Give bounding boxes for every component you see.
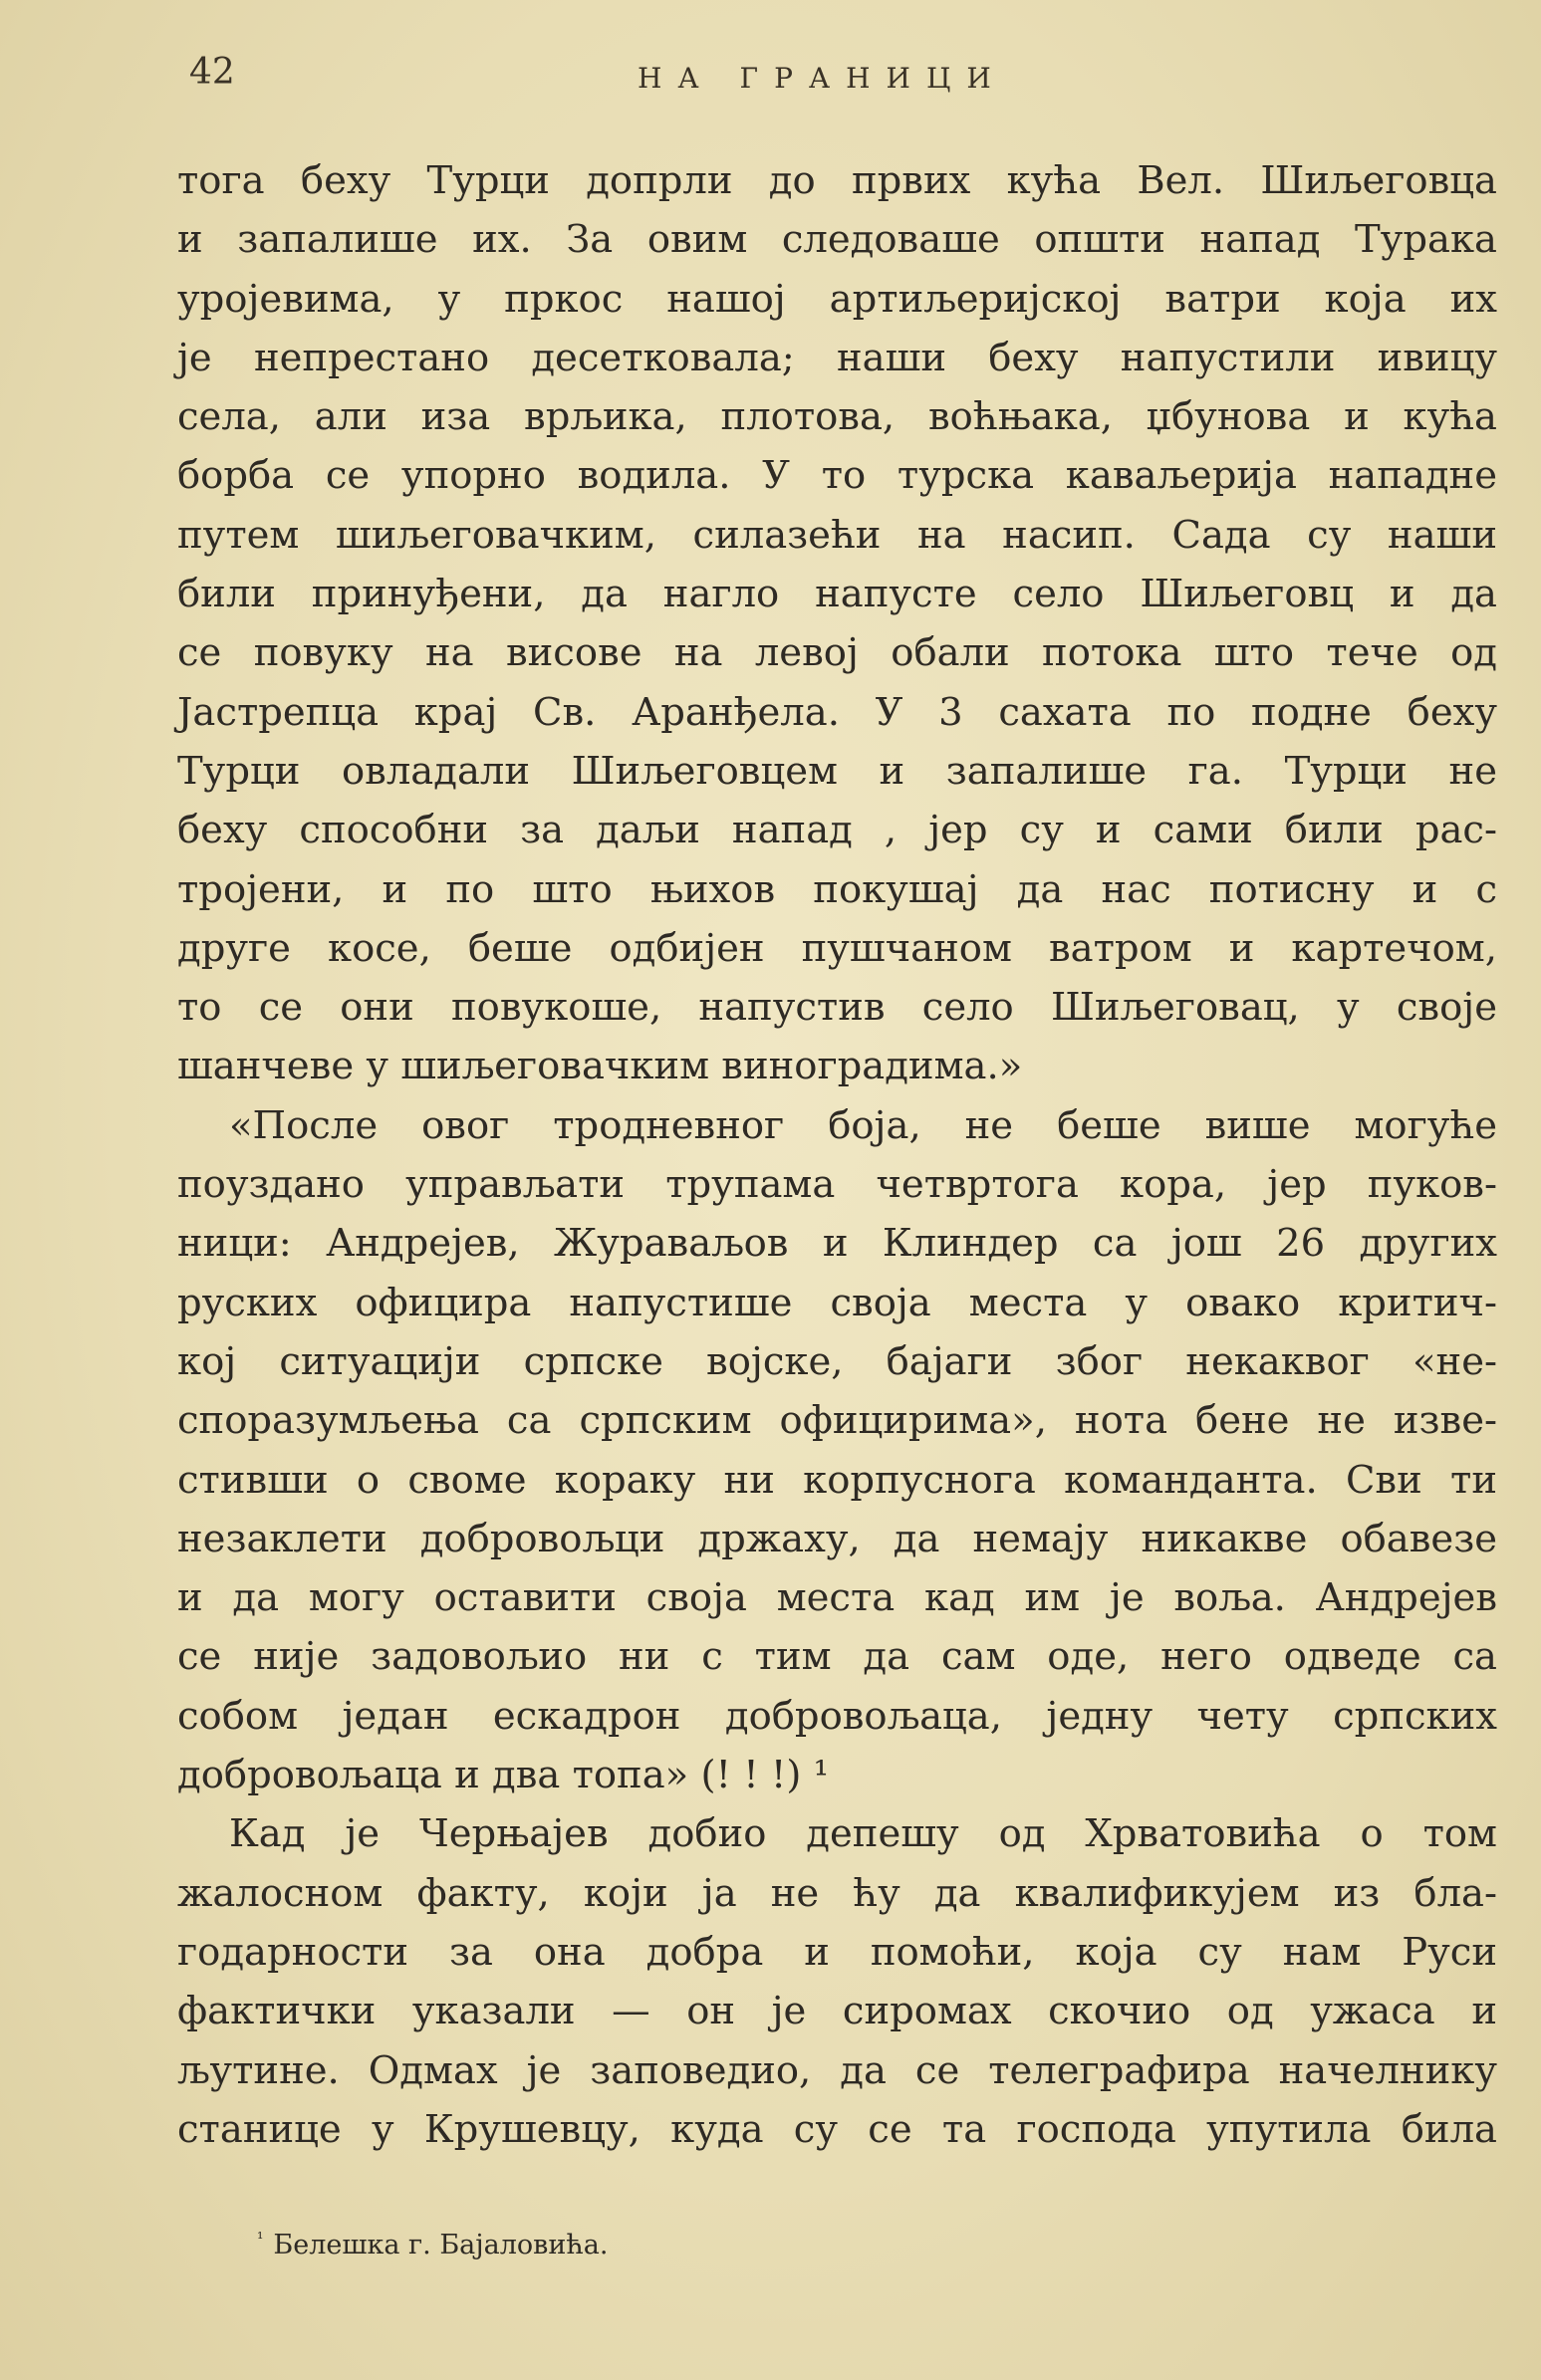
text-line: споразумљења са српским официрима», нота бене не изве-: [177, 1398, 1497, 1444]
text-line: и запалише их. За овим следоваше општи напад Турака: [177, 217, 1497, 263]
text-line: били принуђени, да нагло напусте село Шиљеговц и да: [177, 572, 1497, 617]
text-line: беху способни за даљи напад , јер су и сами били рас-: [177, 808, 1497, 853]
text-line: годарности за она добра и помоћи, која су нам Руси: [177, 1929, 1497, 1975]
text-line: Јастрепца крај Св. Аранђела. У 3 сахата по подне беху: [177, 689, 1497, 735]
text-line: тројени, и по што њихов покушај да нас потисну и с: [177, 866, 1497, 912]
text-line: руских официра напустише своја места у овако критич-: [177, 1280, 1497, 1325]
text-line: «После овог тродневног боја, не беше више могуће: [229, 1102, 1497, 1148]
text-line: Кад је Черњајев добио депешу од Хрватовића о том: [229, 1811, 1497, 1857]
text-line: поуздано управљати трупама четвртога кора, јер пуков-: [177, 1162, 1497, 1208]
footnote-text: Белешка г. Бајаловића.: [273, 2230, 609, 2261]
text-line: путем шиљеговачким, силазећи на насип. Сада су наши: [177, 512, 1497, 558]
text-line: фактички указали — он је сиромах скочио од ужаса и: [177, 1989, 1497, 2034]
text-line: и да могу оставити своја места кад им је воља. Андрејев: [177, 1575, 1497, 1621]
running-title: НА ГРАНИЦИ: [638, 62, 1007, 95]
text-line: жалосном факту, који ја не ћу да квалификујем из бла-: [177, 1870, 1497, 1916]
text-line: тога беху Турци допрли до првих кућа Вел. Шиљеговца: [177, 158, 1497, 203]
text-line: кој ситуацији српске војске, бајаги због некаквог «не-: [177, 1338, 1497, 1384]
text-line: станице у Крушевцу, куда су се та господа упутила била: [177, 2106, 1497, 2152]
text-line: собом један ескадрон добровољаца, једну чету српских: [177, 1693, 1497, 1739]
text-line: шанчеве у шиљеговачким виноградима.»: [177, 1044, 1023, 1089]
text-line: то се они повукоше, напустив село Шиљеговац, у своје: [177, 985, 1497, 1031]
text-line: борба се упорно водила. У то турска каваљерија нападне: [177, 453, 1497, 499]
text-line: љутине. Одмах је заповедио, да се телеграфира начелнику: [177, 2047, 1497, 2093]
body-text: [177, 151, 1497, 2159]
text-line: незаклети добровољци држаху, да немају никакве обавезе: [177, 1516, 1497, 1561]
text-line: ници: Андрејев, Жураваљов и Клиндер са још 26 других: [177, 1221, 1497, 1267]
text-line: уројевима, у пркос нашој артиљеријској ватри која их: [177, 276, 1497, 322]
page-number: 42: [189, 52, 235, 93]
footnote: [257, 2229, 608, 2261]
text-line: села, али иза врљика, плотова, воћњака, џбунова и кућа: [177, 394, 1497, 440]
text-line: је непрестано десетковала; наши беху напустили ивицу: [177, 335, 1497, 380]
text-line: добровољаца и два топа» (! ! !) ¹: [177, 1753, 830, 1798]
text-line: се није задовољио ни с тим да сам оде, него одведе са: [177, 1634, 1497, 1680]
text-line: Турци овладали Шиљеговцем и запалише га. Турци не: [177, 748, 1497, 794]
footnote-marker: ¹: [257, 2229, 264, 2248]
text-line: друге косе, беше одбијен пушчаном ватром и картечом,: [177, 925, 1497, 971]
text-line: се повуку на висове на левој обали потока што тече од: [177, 630, 1497, 676]
text-line: стивши о своме кораку ни корпуснога команданта. Сви ти: [177, 1457, 1497, 1503]
